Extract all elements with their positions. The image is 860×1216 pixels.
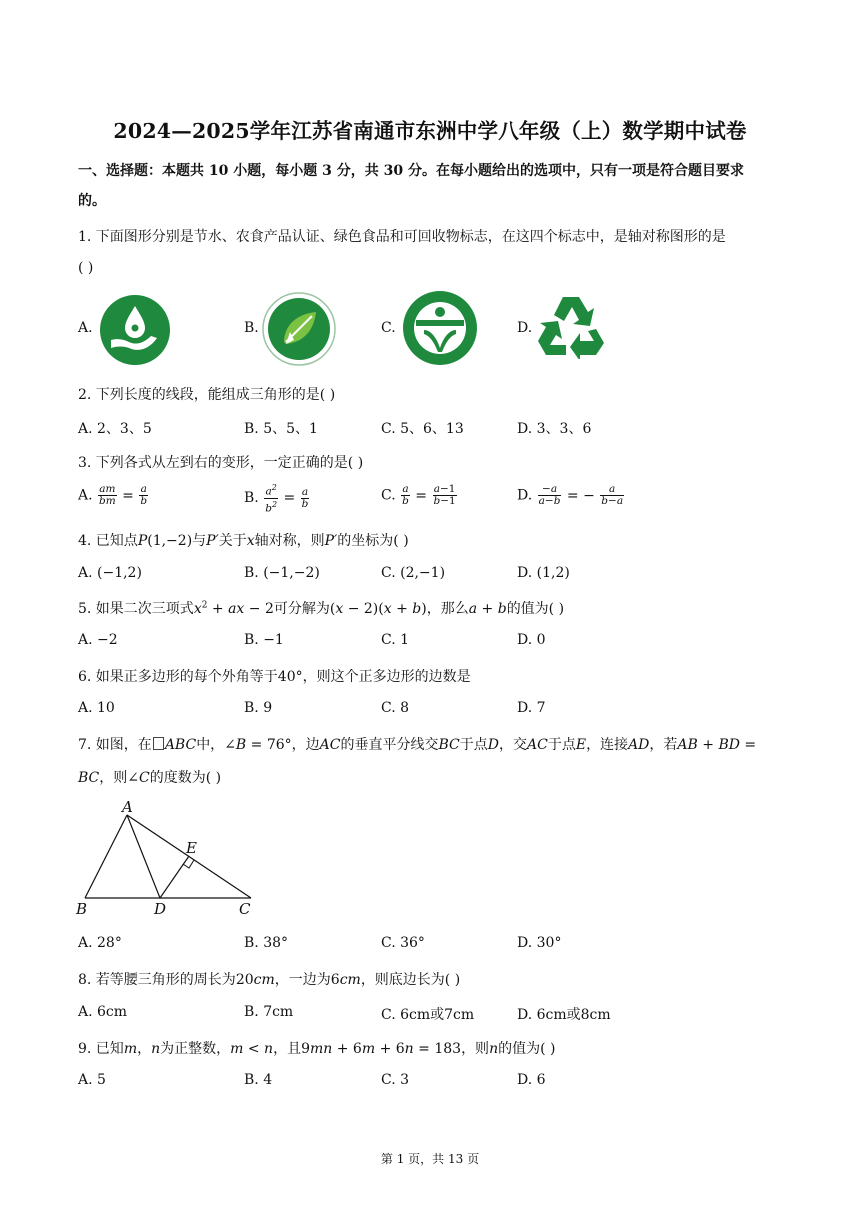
figure-label-d: D [154, 900, 167, 918]
q2-option-a: A. 2、3、5 [78, 421, 152, 437]
q3-stem: 3. 下列各式从左到右的变形，一定正确的是( ) [78, 455, 364, 471]
section-heading-cont: 的。 [78, 193, 106, 209]
q5-stem: 5. 如果二次三项式$x^2$ + ax − 2可分解为(x − 2)(x + b)，那么a + b的值为( ) [78, 600, 565, 617]
recycling-logo-icon [536, 293, 606, 359]
q5-option-b: B. −1 [244, 632, 284, 648]
q2-option-b: B. 5、5、1 [244, 421, 318, 437]
q3-option-c-label: C. [381, 487, 396, 504]
q1-option-d-label: D. [517, 320, 533, 336]
q1-stem: 1. 下面图形分别是节水、农食产品认证、绿色食品和可回收物标志，在这四个标志中，是轴对称图形的是 [78, 229, 726, 245]
q5-option-d: D. 0 [517, 632, 546, 648]
q4-option-d: D. (1,2) [517, 565, 570, 581]
q9-option-b: B. 4 [244, 1072, 273, 1088]
q7-option-a: A. 28° [78, 935, 122, 951]
q3-option-c: C. $\frac{a}{b}$ = $\frac{a-1}{b-1}$ [381, 483, 456, 507]
q1-stem-cont: ( ) [78, 260, 94, 276]
page-title: 2024—2025学年江苏省南通市东洲中学八年级（上）数学期中试卷 [113, 119, 747, 143]
section-heading: 一、选择题：本题共 10 小题，每小题 3 分，共 30 分。在每小题给出的选项中，只有一项是符合题目要求 [78, 163, 744, 179]
q7-option-b: B. 38° [244, 935, 289, 951]
figure-label-b: B [76, 900, 88, 918]
q3-option-d-label: D. [517, 487, 533, 504]
q3-option-d: D. $\frac{-a}{a-b}$ = − $\frac{a}{b-a}$ [517, 483, 624, 507]
q6-option-d: D. 7 [517, 700, 546, 716]
q8-option-d: D. 6cm或8cm [517, 1007, 611, 1023]
q2-stem: 2. 下列长度的线段，能组成三角形的是( ) [78, 387, 336, 403]
q4-option-c: C. (2,−1) [381, 565, 446, 581]
q3-option-b: B. $\frac{a^2}{b^2}$ = $\frac{a}{b}$ [244, 483, 309, 514]
q8-stem: 8. 若等腰三角形的周长为20cm，一边为6cm，则底边长为( ) [78, 972, 461, 988]
q1-option-c-label: C. [381, 320, 396, 336]
q4-option-b: B. (−1,−2) [244, 565, 320, 581]
q8-option-c: C. 6cm或7cm [381, 1007, 475, 1023]
q5-option-a: A. −2 [78, 632, 118, 648]
q9-option-d: D. 6 [517, 1072, 546, 1088]
q4-option-a: A. (−1,2) [78, 565, 142, 581]
figure-label-a: A [122, 798, 133, 816]
q3-option-b-label: B. [244, 490, 259, 506]
q9-option-c: C. 3 [381, 1072, 410, 1088]
q3-option-a-label: A. [78, 487, 93, 504]
q7-option-d: D. 30° [517, 935, 562, 951]
q6-stem: 6. 如果正多边形的每个外角等于40°，则这个正多边形的边数是 [78, 669, 471, 685]
q2-option-c: C. 5、6、13 [381, 421, 464, 437]
q1-option-a-label: A. [78, 320, 93, 336]
q1-option-b-label: B. [244, 320, 259, 336]
triangle-figure [74, 798, 260, 920]
agri-certification-logo-icon [262, 292, 336, 366]
q7-stem-cont: BC，则∠C的度数为( ) [78, 770, 222, 786]
q9-option-a: A. 5 [78, 1072, 106, 1088]
q4-stem: 4. 已知点P(1,−2)与P′关于x轴对称，则P′的坐标为( ) [78, 533, 409, 549]
figure-label-e: E [186, 839, 197, 857]
q5-option-c: C. 1 [381, 632, 410, 648]
green-food-logo-icon [402, 290, 478, 366]
q9-stem: 9. 已知m，n为正整数，m < n，且9mn + 6m + 6n = 183，则n的值为( ) [78, 1041, 556, 1057]
q2-option-d: D. 3、3、6 [517, 421, 592, 437]
water-saving-logo-icon [99, 294, 171, 366]
figure-label-c: C [239, 900, 251, 918]
q7-option-c: C. 36° [381, 935, 425, 951]
q8-option-a: A. 6cm [78, 1004, 128, 1020]
q8-option-b: B. 7cm [244, 1004, 294, 1020]
q6-option-a: A. 10 [78, 700, 115, 716]
q3-option-a: A. $\frac{am}{bm}$ = $\frac{a}{b}$ [78, 483, 148, 507]
q6-option-b: B. 9 [244, 700, 273, 716]
q7-stem: 7. 如图，在 ABC中，∠B = 76°，边AC的垂直平分线交BC于点D，交AC于点E，连接AD，若AB + BD = [78, 737, 757, 753]
page-footer: 第 1 页，共 13 页 [380, 1152, 480, 1166]
q6-option-c: C. 8 [381, 700, 410, 716]
